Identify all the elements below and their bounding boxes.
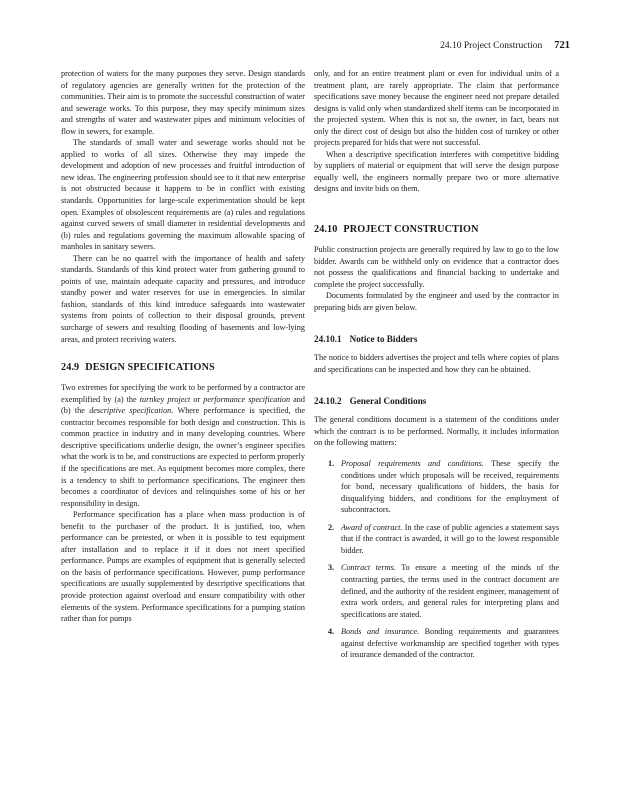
list-item — [328, 562, 559, 620]
section-number: 24.10 — [314, 224, 338, 236]
list-number: 3. — [328, 563, 335, 573]
running-head-section: 24.10 Project Construction — [440, 41, 543, 51]
list-number: 4. — [328, 627, 335, 637]
list-item — [328, 626, 559, 661]
paragraph: There can be no quarrel with the importance of health and safety standards. Standards of this kind protect water from gathering ground to points of use, maintain adequate capacity and pressures, and introduce standby power and water reserves for use in emergencies. In similar fashion, standards of this kind introduce safeguards into wastewater systems from points of collection to their disposal grounds, prevent surcharge of sewers and resulting flooding of basements and low-lying areas, and protect receiving waters. — [61, 253, 305, 344]
italic-term: performance specification — [203, 394, 291, 404]
section-title: DESIGN SPECIFICATIONS — [85, 362, 215, 374]
text-run: . Where performance is specified, the contractor becomes responsible for both design and construction. This is common practice in industry and in many developing countries. Where descriptive specifications underlie design, the owner’s engineer specifies what the work is to be, and constructions are expected to perform properly if the specifications are met. As equipment becomes more complex, there is a tendency to shift to performance specifications. The engineer then becomes a coordinator of devices and relinquishes some of his or her responsibility in design. — [61, 406, 305, 508]
subsection-title: Notice to Bidders — [349, 334, 418, 345]
conditions-list — [314, 458, 559, 661]
section-heading-design-specifications — [61, 361, 305, 374]
subsection-number: 24.10.2 — [314, 396, 342, 407]
text-run: Two extremes for specifying the work to be performed by a contractor are exemplified by (a) the — [61, 383, 305, 404]
left-column — [61, 68, 305, 625]
subsection-heading-general-conditions — [314, 395, 559, 407]
item-text: In the case of public agencies a statement says that if the contract is awarded, it will go to the lowest responsible bidder. — [341, 522, 560, 555]
italic-term: descriptive specification — [89, 406, 172, 416]
paragraph: Performance specification has a place when mass production is of benefit to the purchaser of the product. It is justified, too, when performance can be pretested, or when it is possible to test equipment after installation and to replace it if it does not meet specified performance. Pumps are examples of equipment that is generally selected on the basis of performance specifications. However, pump performance specifications are usually supplemented by descriptive specifications that provide protection against overload and ensure compatibility with other elements of the system. Performance specifications for a pumping station rather than for pumps — [61, 510, 305, 624]
subsection-number: 24.10.1 — [314, 334, 342, 345]
list-item — [328, 458, 559, 516]
item-term: Bonds and insurance. — [341, 627, 420, 637]
item-term: Proposal requirements and conditions. — [341, 459, 484, 469]
paragraph: The standards of small water and sewerage works should not be applied to works of all sizes. Otherwise they may impede the development and adoption of new processes and fruitful introduction of new ideas. The engineering profession should see to it that new enterprise is not obstructed because it happens to be in conflict with existing standards. Opportunities for large-scale experimentation should be kept open. Examples of obsolescent requirements are (a) rules and regulations against curved sewers of small diameter in residential developments and (b) rules and regulations governing the maximum allowable spacing of manholes in sanitary sewers. — [61, 138, 305, 252]
item-text: To ensure a meeting of the minds of the contracting parties, the terms used in the contract document are defined, and the authority of the resident engineer, management of extra work orders, and general rules for interpreting plans and specifications are stated. — [341, 563, 559, 619]
paragraph: Public construction projects are generally required by law to go to the low bidder. Awards can be withheld only on evidence that a contractor does not possess the qualifications and financial backing to undertake and complete the project successfully. — [314, 245, 559, 289]
paragraph: The notice to bidders advertises the project and tells where copies of plans and specifications can be inspected and how they can be obtained. — [314, 353, 559, 374]
page-number: 721 — [554, 40, 570, 51]
item-text: Bonding requirements and guarantees against defective workmanship are specified together with types of insurance demanded of the contractor. — [341, 627, 559, 660]
running-head — [440, 40, 570, 52]
list-item — [328, 522, 559, 557]
paragraph: Documents formulated by the engineer and used by the contractor in preparing bids are given below. — [314, 291, 559, 312]
item-term: Contract terms. — [341, 563, 396, 573]
list-number: 2. — [328, 522, 335, 532]
subsection-title: General Conditions — [349, 396, 427, 407]
section-number: 24.9 — [61, 362, 80, 374]
section-title: PROJECT CONSTRUCTION — [343, 224, 479, 236]
paragraph: When a descriptive specification interferes with competitive bidding by suppliers of material or equipment that will serve the design purpose equally well, the engineers normally prepare two or more alternative designs and invite bids on them. — [314, 149, 559, 194]
paragraph: protection of waters for the many purposes they serve. Design standards of regulatory agencies are generally written for the protection of the communities. Their aim is to promote the successful construction of water and sewerage works. To this purpose, they may specify minimum sizes and strengths of water and wastewater pipes and minimum velocities of flow in sewers, for example. — [61, 69, 305, 136]
italic-term: turnkey project — [139, 394, 191, 404]
paragraph: only, and for an entire treatment plant or even for individual units of a treatment plant, are rarely appropriate. The claim that performance specifications save money because the engineer need not prepare detailed designs is valid only when standardized shelf items can be incorporated in the projected system. When this is not so, the owner, in fact, bears not only the direct cost of design but also the hidden cost of turnkey or other projects prepared for bids that were not successful. — [314, 69, 559, 148]
text-run: and (b) the — [61, 394, 305, 416]
list-number: 1. — [328, 459, 335, 469]
item-text: These specify the conditions under which proposals will be received, requirements for bond, necessary qualifications of bidders, the basis for disqualifying bidders, and conditions for the employment of subcontractors. — [341, 459, 559, 515]
item-term: Award of contract. — [341, 522, 403, 532]
paragraph — [61, 382, 305, 509]
right-column — [314, 68, 559, 667]
subsection-heading-notice-to-bidders — [314, 333, 559, 345]
text-run: or — [190, 394, 204, 404]
section-heading-project-construction — [314, 223, 559, 236]
paragraph: The general conditions document is a statement of the conditions under which the contract is to be performed. Normally, it includes information on the following matters: — [314, 415, 559, 448]
